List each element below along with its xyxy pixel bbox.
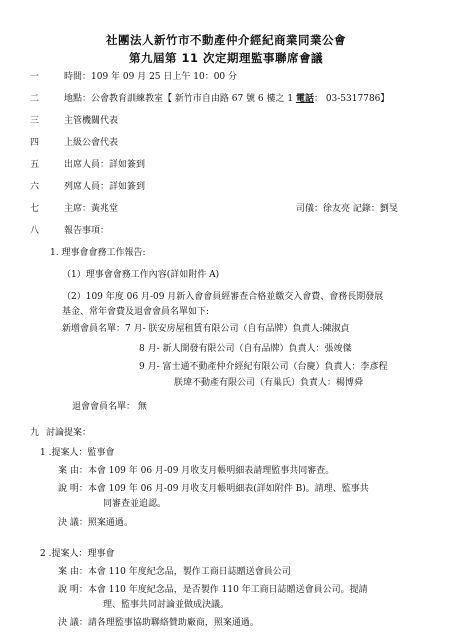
new-members-august: 8 月- 新人開發有限公司（自有品牌）負責人：張竣傑 [139, 344, 352, 354]
emcee-and-recorder: 司儀：徐友亮 記錄：劉旻 [296, 204, 398, 214]
report-item-1-1: （1）理事會會務工作內容(詳如附件 A) [62, 270, 220, 280]
proposal-1-subject: 案 由：本會 109 年 06 月-09 月收支月帳明細表請理監事共同審查。 [58, 466, 335, 476]
phone-number: ： 03-5317786】 [313, 94, 390, 104]
report-heading: 報告事項： [64, 226, 110, 236]
proposal-1-explanation-cont: 同審查並追認。 [103, 499, 167, 509]
attendees: 出席人員：詳如簽到 [64, 160, 146, 170]
proposal-2-explanation-cont: 理、監事共同討論並做成決議。 [103, 600, 230, 610]
item-number-9: 九 [30, 428, 40, 438]
item-number-4: 四 [30, 138, 40, 148]
proposal-2-proposer: 2 .提案人：理事會 [40, 549, 115, 559]
item-number-7: 七 [30, 204, 40, 214]
parent-association-representative: 上級公會代表 [64, 138, 119, 148]
new-members-september-2: 朕瑋不動產有限公司（有巢氏）負責人：楊博舜 [174, 378, 364, 388]
new-members-september: 9 月- 富士通不動產仲介經紀有限公司（台慶）負責人：李彥程 [139, 362, 388, 372]
report-item-1-2: （2）109 年度 06 月-09 月新入會會員經審查合格並繳交入會費、會務長期發展 [62, 292, 384, 302]
new-members-july: 新增會員名單：7 月- 朕安房屋租賃有限公司（自有品牌）負責人:陳淑貞 [62, 324, 350, 334]
meeting-time: 時間：109 年 09 月 25 日上午 10：00 分 [64, 72, 238, 82]
item-number-6: 六 [30, 182, 40, 192]
proposal-1-proposer: 1 .提案人：監事會 [40, 448, 115, 458]
association-title: 社團法人新竹市不動產仲介經紀商業同業公會 [106, 33, 346, 47]
withdrawn-members: 退會會員名單： 無 [72, 402, 147, 412]
location-address: 地點：公會教育訓練教室【 新竹市自由路 67 號 6 樓之 1 [64, 94, 296, 104]
item-number-8: 八 [30, 226, 40, 236]
proposal-2-resolution: 決 議：請各理監事協助聯絡贊助廠商，照案通過。 [58, 618, 259, 628]
item-number-3: 三 [30, 116, 40, 126]
proposal-1-explanation: 說 明：本會 109 年 06 月-09 月收支月帳明細表(詳如附件 B)。請理、監事共 [58, 484, 369, 494]
item-number-5: 五 [30, 160, 40, 170]
meeting-location [64, 93, 389, 105]
phone-label: 電話 [295, 94, 314, 104]
item-number-2: 二 [30, 94, 40, 104]
proposal-2-explanation: 說 明：本會 110 年度紀念品，是否製作 110 年工商日誌贈送會員公司。提請 [58, 585, 368, 595]
proposal-1-resolution: 決 議：照案通過。 [58, 518, 133, 528]
authority-representative: 主管機關代表 [64, 116, 119, 126]
meeting-title: 第九屆第 11 次定期理監事聯席會議 [128, 51, 323, 65]
report-item-1-2-cont: 基金、常年會費及退會會員名單如下: [62, 307, 210, 317]
proposal-2-subject: 案 由：本會 110 年度紀念品，製作工商日誌贈送會員公司 [58, 567, 291, 577]
report-item-1: 1. 理事會會務工作報告: [50, 248, 146, 258]
discussion-heading: 討論提案： [46, 428, 92, 438]
chairperson: 主席：黃兆堂 [64, 204, 119, 214]
observers: 列席人員：詳如簽到 [64, 182, 146, 192]
item-number-1: 一 [30, 72, 40, 82]
